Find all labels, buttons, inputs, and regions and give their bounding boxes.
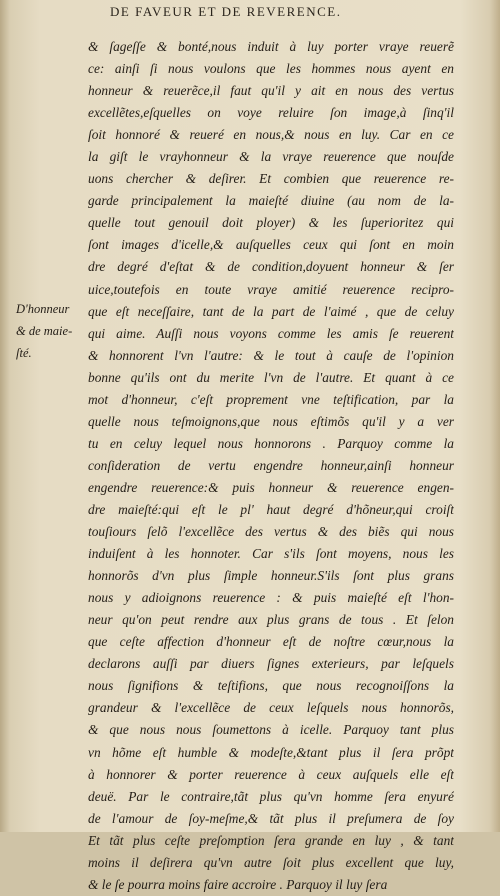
text-line: conſideration de vertu engendre honneur,ainſi honneur bbox=[88, 457, 454, 473]
text-line: moins il deſirera qu'vn autre ſoit plus excellent que luy, bbox=[88, 854, 454, 870]
marginal-note bbox=[16, 298, 88, 364]
text-line: qui aime. Auſſi nous voyons comme les amis ſe reuerent bbox=[88, 325, 454, 341]
text-line: mot d'honneur, c'eſt proprement vne teſtification, par la bbox=[88, 391, 454, 407]
marginal-note-line: & de maie- bbox=[16, 324, 73, 338]
text-line: grandeur & l'excellẽce de ceux leſquels nous honnorõs, bbox=[88, 700, 454, 716]
text-line: neur qu'on peut rendre aux plus grans de tous . Et ſelon bbox=[88, 612, 454, 628]
text-line: deuë. Par le contraire,tãt plus qu'vn homme ſera enyuré bbox=[88, 788, 454, 804]
text-line: nous y adioignons reuerence : & puis maieſté eſt l'hon- bbox=[88, 590, 454, 606]
marginal-note-line: ſté. bbox=[16, 346, 32, 360]
text-line: uice,toutefois en toute vraye amitié reuerence recipro- bbox=[88, 281, 454, 297]
text-line: tu en celuy lequel nous honnorons . Parquoy comme la bbox=[88, 435, 454, 451]
text-line: & ſageſſe & bonté,nous induit à luy porter vraye reuerẽ bbox=[88, 39, 454, 54]
text-line: ſoit honnoré & reueré en nous,& nous en luy. Car en ce bbox=[88, 127, 454, 143]
text-line: declarons auſſi par diuers ſignes exterieurs, par leſquels bbox=[88, 656, 454, 672]
text-line: quelle nous teſmoignons,que nous eſtimõs qu'il y a ver bbox=[88, 413, 454, 429]
text-line: garde principalement la maieſté diuine (au nom de la- bbox=[88, 193, 454, 209]
text-line: la giſt le vrayhonneur & la vraye reuerence que nouſde bbox=[88, 149, 454, 165]
text-line: bonne qu'ils ont du merite l'vn de l'autre. Et quant à ce bbox=[88, 369, 454, 385]
text-line: dre degré d'eſtat & de condition,doyuent honneur & ſer bbox=[88, 259, 454, 275]
text-line: touſiours ſelõ l'excellẽce des vertus & des biẽs qui nous bbox=[88, 524, 454, 540]
text-line: induiſent à les honnoter. Car s'ils ſont moyens, nous les bbox=[88, 546, 454, 562]
text-line: que ceſte affection d'honneur eſt de noſtre cœur,nous la bbox=[88, 634, 454, 650]
text-line: à honnorer & porter reuerence à ceux auſquels elle eſt bbox=[88, 766, 454, 782]
text-line: dre maieſté:qui eſt le pl' haut degré d'hõneur,qui croiſt bbox=[88, 501, 454, 517]
text-line: & que nous nous ſoumettons à icelle. Parquoy tant plus bbox=[88, 722, 454, 738]
text-line: que eſt neceſſaire, tant de la part de l'aimé , que de celuy bbox=[88, 303, 454, 319]
text-line: nous ſignifions & teſtifions, que nous recognoiſſons la bbox=[88, 678, 454, 694]
text-line: quelle tout genouil doit ployer) & les ſuperioritez qui bbox=[88, 215, 454, 231]
text-line: Et tãt plus ceſte preſomption ſera grande en luy , & tant bbox=[88, 832, 454, 848]
marginal-note-line: D'honneur bbox=[16, 302, 70, 316]
text-line: ce: ainſi ſi nous voulons que les hommes nous ayent en bbox=[88, 61, 454, 77]
running-head: DE FAVEUR ET DE REVERENCE. bbox=[110, 4, 342, 19]
text-line: ſont images d'icelle,& auſquelles ceux qui ſont en moin bbox=[88, 237, 454, 253]
text-line: vn hõme eſt humble & modeſte,&tant plus il ſera prõpt bbox=[88, 744, 454, 760]
text-line: engendre reuerence:& puis honneur & reuerence engen- bbox=[88, 479, 454, 495]
text-line: uons chercher & deſirer. Et combien que reuerence re- bbox=[88, 171, 454, 187]
text-line: honnorõs d'vn plus ſimple honneur.S'ils ſont plus grans bbox=[88, 568, 454, 584]
text-line: & honnorent l'vn l'autre: & le tout à cauſe de l'opinion bbox=[88, 347, 454, 363]
text-line: honneur & reuerẽce,il faut qu'il y ait en nous des vertus bbox=[88, 83, 454, 99]
text-line: excellẽtes,eſquelles on voye reluire ſon image,à ſinq'il bbox=[88, 105, 454, 121]
text-line: & le ſe pourra moins faire accroire . Parquoy il luy ſera bbox=[88, 876, 388, 892]
text-line: de l'amour de ſoy-meſme,& tãt plus il preſumera de ſoy bbox=[88, 810, 454, 826]
body-text bbox=[88, 36, 454, 896]
